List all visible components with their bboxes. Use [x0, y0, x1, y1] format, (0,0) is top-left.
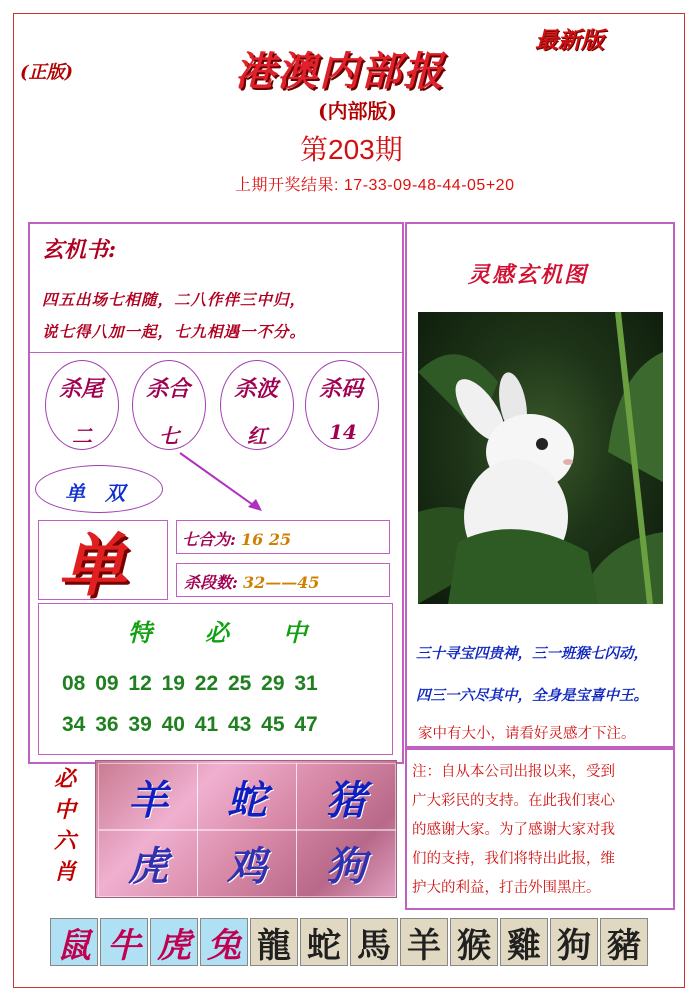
xiao-bottom-3: 狗 — [296, 829, 396, 897]
oval-4-label: 杀码 — [319, 376, 364, 402]
linggan-title: 灵感玄机图 — [468, 262, 589, 288]
oval-3-value: 红 — [247, 424, 267, 448]
oval-1-label: 杀尾 — [59, 376, 104, 402]
tebizhong-char-1: 特 — [128, 618, 152, 647]
six-label-3: 六 — [53, 828, 76, 854]
qihe-row — [182, 527, 291, 550]
zodiac-ox: 牛 — [100, 918, 148, 966]
note-line-1: 注：自从本公司出报以来，受到 — [412, 764, 615, 780]
arrow-icon — [170, 445, 270, 515]
zodiac-rat: 鼠 — [50, 918, 98, 966]
warning-text: 家中有大小，请看好灵感才下注。 — [418, 726, 636, 742]
qihe-label: 七合为: — [182, 530, 236, 549]
qihe-value: 16 25 — [241, 530, 292, 549]
note-line-5: 护大的利益，打击外围黑庄。 — [412, 880, 601, 896]
note-line-2: 广大彩民的支持。在此我们衷心 — [412, 793, 615, 809]
zodiac-rabbit: 兔 — [200, 918, 248, 966]
zodiac-monkey: 猴 — [450, 918, 498, 966]
xuanji-line-2: 说七得八加一起，七九相遇一不分。 — [42, 322, 307, 341]
zodiac-snake: 蛇 — [300, 918, 348, 966]
zodiac-horse: 馬 — [350, 918, 398, 966]
zodiac-bar — [50, 918, 650, 970]
oval-2-label: 杀合 — [146, 376, 191, 402]
xuanji-title: 玄机书: — [42, 237, 117, 263]
note-line-3: 的感谢大家。为了感谢大家对我 — [412, 822, 615, 838]
rabbit-photo — [418, 312, 663, 604]
oval-3-label: 杀波 — [234, 376, 279, 402]
oval-4-value: 14 — [329, 420, 357, 444]
xiao-bottom-2: 鸡 — [197, 829, 297, 897]
zodiac-goat: 羊 — [400, 918, 448, 966]
six-label-4: 肖 — [53, 859, 76, 885]
divider — [30, 352, 403, 353]
six-xiao-image — [95, 760, 397, 898]
zodiac-rooster: 雞 — [500, 918, 548, 966]
last-result-value: 17-33-09-48-44-05+20 — [343, 177, 515, 194]
big-char: 单 — [58, 526, 127, 606]
page-title: 港澳内部报 — [235, 48, 445, 95]
tebizhong-char-3: 中 — [283, 618, 307, 647]
riddle-line-2: 四三一六尽其中，全身是宝喜中王。 — [416, 687, 648, 704]
shaduanshu-row — [184, 570, 320, 593]
subtitle: (内部版) — [318, 99, 397, 123]
numbers-row-2: 34 36 39 40 41 43 45 47 — [62, 713, 318, 736]
last-result — [235, 172, 514, 195]
xiao-top-3: 猪 — [296, 763, 396, 831]
rabbit-icon — [418, 312, 663, 604]
oval-2-value: 七 — [159, 424, 179, 448]
zodiac-tiger: 虎 — [150, 918, 198, 966]
zodiac-dragon: 龍 — [250, 918, 298, 966]
xiao-top-2: 蛇 — [197, 763, 297, 831]
xiao-top-1: 羊 — [98, 763, 198, 831]
six-label-2: 中 — [53, 797, 76, 823]
note-line-4: 们的支持，我们将特出此报，维 — [412, 851, 615, 867]
issue-number: 第203期 — [300, 134, 403, 165]
latest-badge: 最新版 — [535, 27, 604, 54]
shaduanshu-value: 32——45 — [243, 573, 320, 592]
six-label-1: 必 — [53, 766, 76, 792]
last-result-label: 上期开奖结果: — [235, 177, 339, 194]
zodiac-dog: 狗 — [550, 918, 598, 966]
edition-label: (正版) — [20, 62, 74, 83]
oval-1-value: 二 — [72, 424, 92, 448]
riddle-line-1: 三十寻宝四贵神，三一班猴七闪动， — [416, 645, 648, 662]
danshuang-label: 单双 — [65, 481, 145, 505]
shaduanshu-label: 杀段数: — [184, 573, 238, 592]
xiao-bottom-1: 虎 — [98, 829, 198, 897]
numbers-row-1: 08 09 12 19 22 25 29 31 — [62, 672, 318, 695]
zodiac-pig: 豬 — [600, 918, 648, 966]
xuanji-line-1: 四五出场七相随，二八作伴三中归， — [42, 290, 307, 309]
tebizhong-char-2: 必 — [205, 618, 229, 647]
